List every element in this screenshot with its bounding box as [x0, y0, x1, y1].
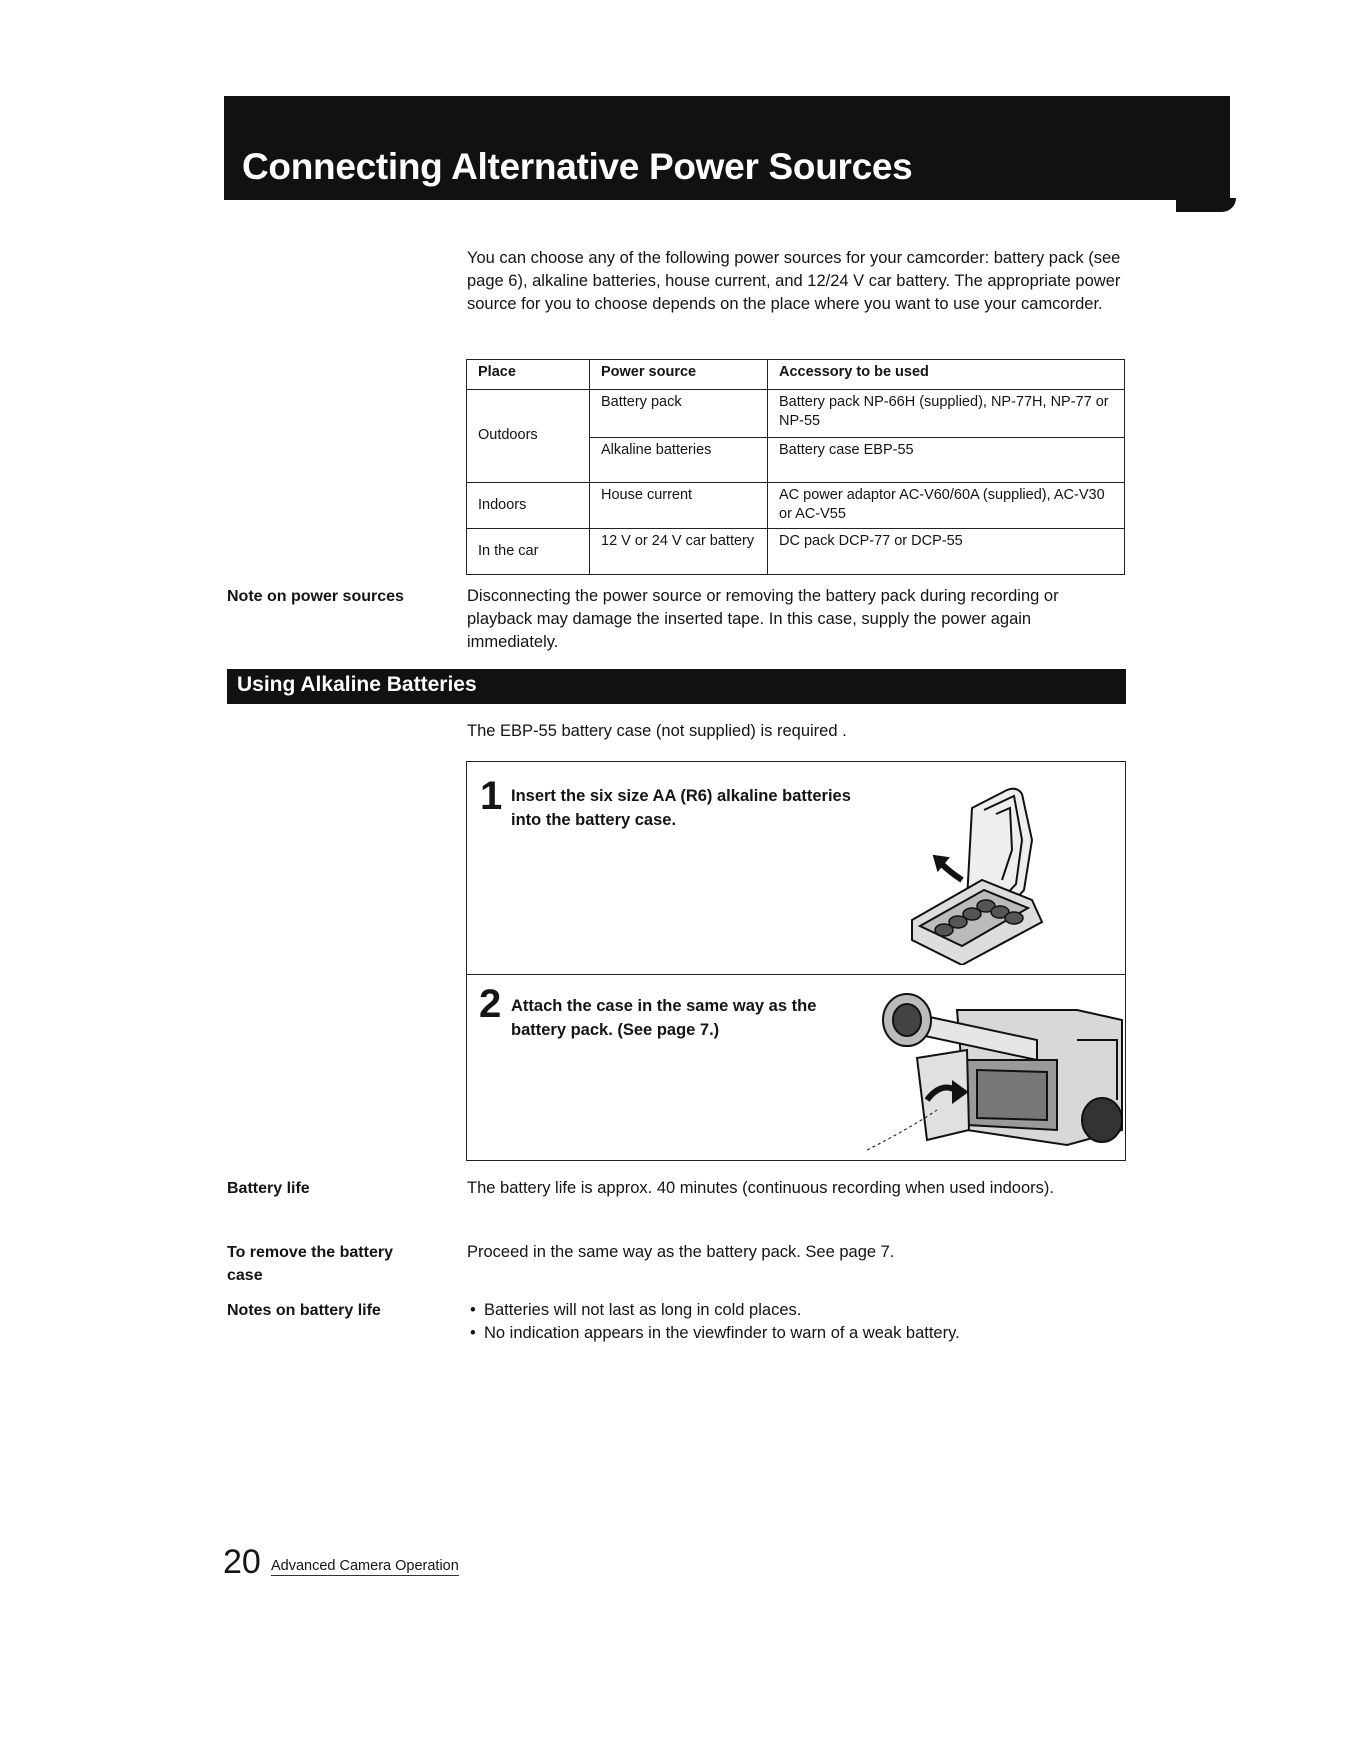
step-text: Insert the six size AA (R6) alkaline batteries into the battery case. — [511, 787, 851, 829]
cell-place: Outdoors — [467, 390, 590, 483]
note-power-text: Disconnecting the power source or removing the battery pack during recording or playback may damage the inserted tape. In this case, supply the power again immediately. — [467, 587, 1059, 651]
section-bar — [227, 669, 1126, 704]
battery-life-label: Battery life — [227, 1180, 310, 1197]
page-number: 20 — [223, 1543, 261, 1581]
battery-case-illustration-icon — [892, 780, 1092, 965]
header-place: Place — [467, 360, 590, 390]
remove-case-label: To remove the battery case — [227, 1244, 393, 1284]
camcorder-illustration-icon — [867, 980, 1125, 1158]
cell-source: Battery pack — [590, 390, 768, 438]
cell-source: Alkaline batteries — [590, 438, 768, 483]
step-text: Attach the case in the same way as the battery pack. (See page 7.) — [511, 997, 817, 1039]
cell-place: Indoors — [467, 483, 590, 529]
cell-accessory: Battery pack NP-66H (supplied), NP-77H, NP-77 or NP-55 — [768, 390, 1125, 438]
table-row — [467, 390, 1125, 438]
step-number: 1 — [480, 774, 503, 818]
list-item: • No indication appears in the viewfinder to warn of a weak battery. — [467, 1322, 1127, 1345]
power-source-table — [466, 359, 1125, 575]
step-divider — [467, 974, 1125, 975]
cell-source: 12 V or 24 V car battery — [590, 529, 768, 575]
list-item: • Batteries will not last as long in cold places. — [467, 1299, 1127, 1322]
header-accessory: Accessory to be used — [768, 360, 1125, 390]
title-bar — [224, 96, 1230, 200]
cell-accessory: AC power adaptor AC-V60/60A (supplied), AC-V30 or AC-V55 — [768, 483, 1125, 529]
battery-life-text: The battery life is approx. 40 minutes (continuous recording when used indoors). — [467, 1179, 1054, 1197]
cell-place: In the car — [467, 529, 590, 575]
section-title: Using Alkaline Batteries — [237, 673, 477, 696]
cell-accessory: Battery case EBP-55 — [768, 438, 1125, 483]
footer-section-name: Advanced Camera Operation — [271, 1558, 459, 1574]
table-header-row — [467, 360, 1125, 390]
page-title: Connecting Alternative Power Sources — [242, 146, 913, 187]
notes-life-list — [467, 1299, 1127, 1345]
notes-life-label: Notes on battery life — [227, 1302, 381, 1319]
table-row — [467, 529, 1125, 575]
intro-paragraph: You can choose any of the following power sources for your camcorder: battery pack (see page 6), alkaline batteries, house current, and 12/24 V car battery. The appropriate power source for you to choose depends on the place where you want to use your camcorder. — [467, 249, 1121, 313]
note-power-label: Note on power sources — [227, 588, 404, 605]
steps-box — [466, 761, 1126, 1161]
section-intro: The EBP-55 battery case (not supplied) is required . — [467, 722, 847, 740]
table-row — [467, 483, 1125, 529]
header-power-source: Power source — [590, 360, 768, 390]
step-number: 2 — [479, 982, 502, 1026]
remove-case-text: Proceed in the same way as the battery pack. See page 7. — [467, 1243, 895, 1261]
cell-source: House current — [590, 483, 768, 529]
cell-accessory: DC pack DCP-77 or DCP-55 — [768, 529, 1125, 575]
